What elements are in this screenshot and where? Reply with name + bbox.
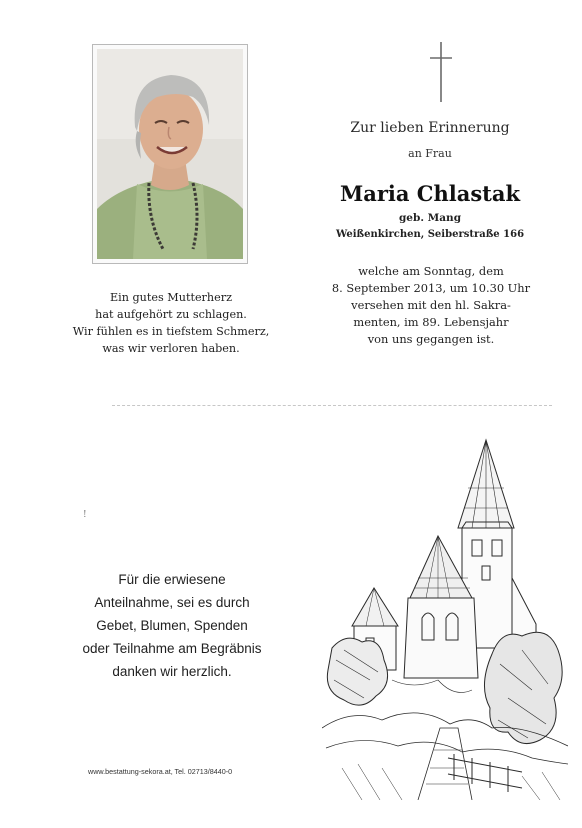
portrait-photo (92, 44, 248, 264)
passing-line: welche am Sonntag, dem (358, 264, 504, 278)
thanks-line: Gebet, Blumen, Spenden (96, 618, 248, 633)
residence-address: Weißenkirchen, Seiberstraße 166 (335, 229, 525, 240)
passing-line: von uns gegangen ist. (367, 332, 495, 346)
verse-line: hat aufgehört zu schlagen. (95, 308, 247, 321)
passing-line: menten, im 89. Lebensjahr (353, 315, 509, 329)
verse-line: Ein gutes Mutterherz (110, 291, 232, 304)
stray-mark: ! (83, 510, 87, 520)
thanks-message (60, 568, 284, 683)
memorial-verse (60, 289, 282, 357)
passing-statement (312, 263, 550, 348)
fold-line (112, 405, 552, 406)
thanks-line: danken wir herzlich. (112, 664, 232, 679)
notice-subtitle: an Frau (408, 147, 452, 160)
thanks-line: oder Teilnahme am Begräbnis (82, 641, 262, 656)
thanks-line: Für die erwiesene (118, 572, 226, 587)
verse-line: was wir verloren haben. (102, 342, 240, 355)
cross-icon (429, 40, 453, 104)
deceased-name: Maria Chlastak (339, 181, 521, 206)
passing-line: versehen mit den hl. Sakra- (351, 298, 511, 312)
passing-line: 8. September 2013, um 10.30 Uhr (331, 281, 531, 295)
birth-name: geb. Mang (398, 212, 462, 224)
verse-line: Wir fühlen es in tiefstem Schmerz, (72, 325, 270, 338)
church-illustration (322, 428, 568, 800)
notice-title: Zur lieben Erinnerung (350, 120, 510, 136)
funeral-home-contact: www.bestattung-sekora.at, Tel. 02713/8440-0 (88, 767, 233, 776)
thanks-line: Anteilnahme, sei es durch (94, 595, 250, 610)
